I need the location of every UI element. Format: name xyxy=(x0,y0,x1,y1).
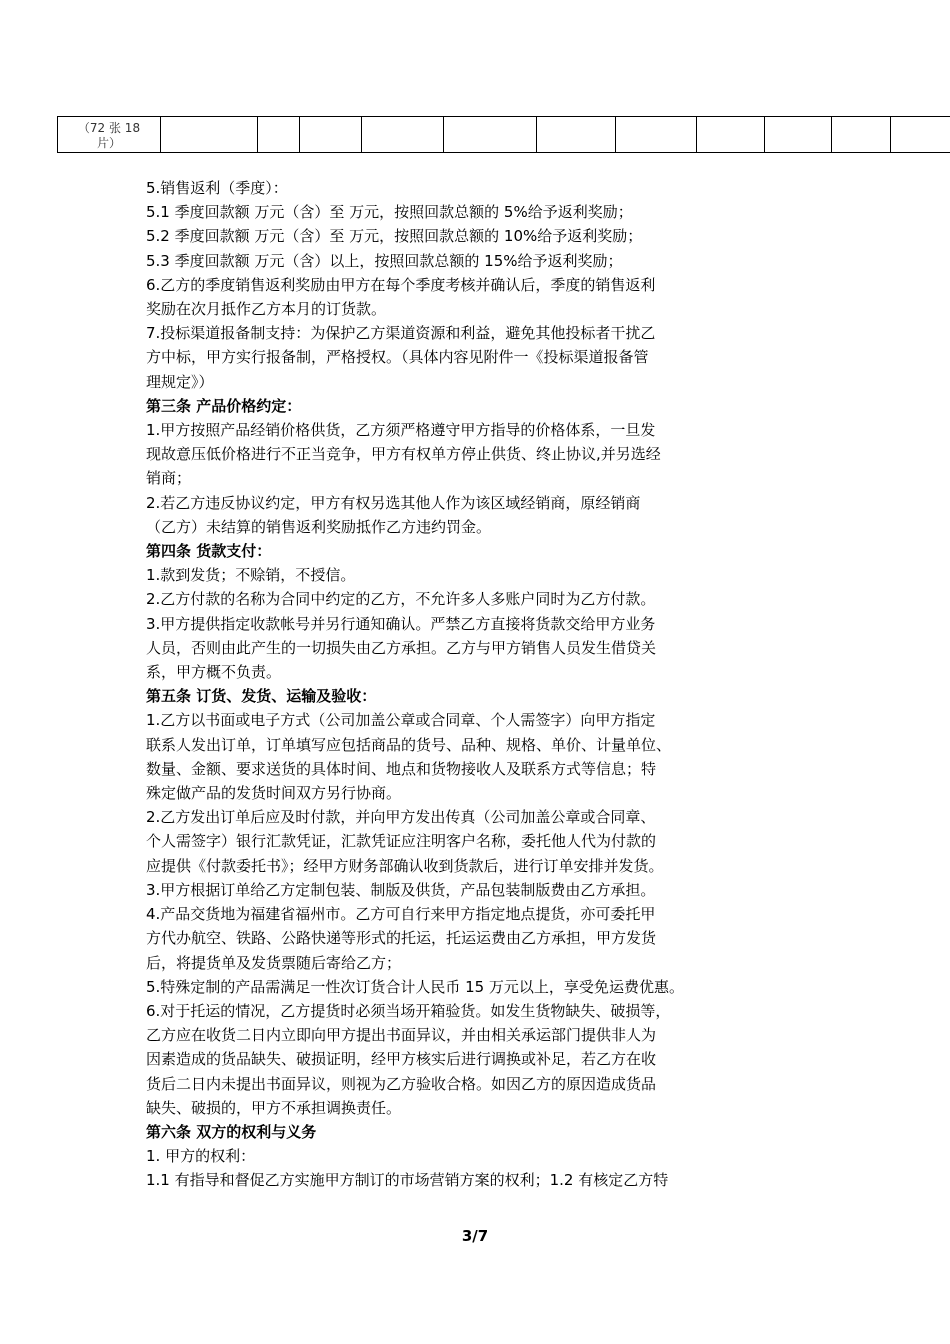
section-heading: 第五条 订货、发货、运输及验收： xyxy=(146,687,377,706)
text-line: 人员，否则由此产生的一切损失由乙方承担。乙方与甲方销售人员发生借贷关 xyxy=(146,638,657,657)
text-line: 1.1 有指导和督促乙方实施甲方制订的市场营销方案的权利；1.2 有核定乙方特 xyxy=(146,1171,669,1190)
text-line: 5.3 季度回款额 万元（含）以上，按照回款总额的 15%给予返利奖励； xyxy=(146,251,623,270)
text-line: 奖励在次月抵作乙方本月的订货款。 xyxy=(146,300,387,319)
cell-line: （72 张 18 xyxy=(77,120,141,135)
product-table-fragment xyxy=(57,116,950,153)
text-line: 7.投标渠道报备制支持：为保护乙方渠道资源和利益，避免其他投标者干扰乙 xyxy=(146,324,656,343)
text-line: 5.销售返利（季度）： xyxy=(146,179,288,197)
text-line: 个人需签字）银行汇款凭证，汇款凭证应注明客户名称，委托他人代为付款的 xyxy=(146,832,657,851)
text-line: 现故意压低价格进行不正当竞争，甲方有权单方停止供货、终止协议,并另选经 xyxy=(146,445,661,464)
table-cell xyxy=(362,117,444,153)
text-line: 5.2 季度回款额 万元（含）至 万元，按照回款总额的 10%给予返利奖励； xyxy=(146,227,643,246)
table-cell xyxy=(58,117,161,153)
text-line: 方中标，甲方实行报备制，严格授权。（具体内容见附件一《投标渠道报备管 xyxy=(146,348,649,367)
table-cell xyxy=(832,117,891,153)
table-cell xyxy=(537,117,616,153)
contract-body xyxy=(146,176,826,1193)
section-heading: 第三条 产品价格约定： xyxy=(146,396,302,415)
text-line: 1.甲方按照产品经销价格供货，乙方须严格遵守甲方指导的价格体系，一旦发 xyxy=(146,421,656,440)
text-line: 2.乙方付款的名称为合同中约定的乙方，不允许多人多账户同时为乙方付款。 xyxy=(146,590,656,609)
text-line: 殊定做产品的发货时间双方另行协商。 xyxy=(146,784,402,803)
table-cell xyxy=(444,117,537,153)
text-line: 3.甲方根据订单给乙方定制包装、制版及供货，产品包装制版费由乙方承担。 xyxy=(146,880,656,899)
table-cell xyxy=(616,117,697,153)
page-current: 3 xyxy=(461,1227,473,1245)
text-line: 货后二日内未提出书面异议，则视为乙方验收合格。如因乙方的原因造成货品 xyxy=(146,1074,657,1093)
table-cell xyxy=(258,117,300,153)
page-separator: / xyxy=(472,1227,478,1245)
table-row xyxy=(58,117,950,153)
text-line: 联系人发出订单，订单填写应包括商品的货号、品种、规格、单价、计量单位、 xyxy=(146,735,672,754)
text-line: 缺失、破损的，甲方不承担调换责任。 xyxy=(146,1098,402,1117)
text-line: 1.款到发货；不赊销，不授信。 xyxy=(146,566,356,585)
text-line: 5.特殊定制的产品需满足一性次订货合计人民币 15 万元以上，享受免运费优惠。 xyxy=(146,977,684,996)
table-cell-text xyxy=(58,119,160,151)
text-line: （乙方）未结算的销售返利奖励抵作乙方违约罚金。 xyxy=(146,517,492,536)
page-number xyxy=(0,1227,950,1245)
text-line: 4.产品交货地为福建省福州市。乙方可自行来甲方指定地点提货，亦可委托甲 xyxy=(146,905,656,924)
text-line: 5.1 季度回款额 万元（含）至 万元，按照回款总额的 5%给予返利奖励； xyxy=(146,203,633,222)
text-line: 因素造成的货品缺失、破损证明，经甲方核实后进行调换或补足，若乙方在收 xyxy=(146,1050,657,1069)
section-heading: 第六条 双方的权利与义务 xyxy=(146,1122,317,1141)
text-line: 方代办航空、铁路、公路快递等形式的托运，托运运费由乙方承担，甲方发货 xyxy=(146,929,657,948)
text-line: 2.若乙方违反协议约定，甲方有权另选其他人作为该区域经销商，原经销商 xyxy=(146,493,641,512)
table-cell xyxy=(697,117,765,153)
table-cell xyxy=(765,117,832,153)
text-line: 2.乙方发出订单后应及时付款，并向甲方发出传真（公司加盖公章或合同章、 xyxy=(146,808,656,827)
text-line: 6.乙方的季度销售返利奖励由甲方在每个季度考核并确认后，季度的销售返利 xyxy=(146,275,656,294)
page-total: 7 xyxy=(477,1227,489,1245)
section-heading: 第四条 货款支付： xyxy=(146,542,272,561)
text-line: 6.对于托运的情况，乙方提货时必须当场开箱验货。如发生货物缺失、破损等， xyxy=(146,1001,671,1020)
text-line: 3.甲方提供指定收款帐号并另行通知确认。严禁乙方直接将货款交给甲方业务 xyxy=(146,614,656,633)
text-line: 1.乙方以书面或电子方式（公司加盖公章或合同章、个人需签字）向甲方指定 xyxy=(146,711,656,730)
text-line: 1. 甲方的权利： xyxy=(146,1147,256,1166)
table-cell xyxy=(300,117,362,153)
text-line: 数量、金额、要求送货的具体时间、地点和货物接收人及联系方式等信息；特 xyxy=(146,759,657,778)
text-line: 后，将提货单及发货票随后寄给乙方； xyxy=(146,953,402,972)
table-cell xyxy=(891,117,950,153)
cell-line: 片） xyxy=(96,135,121,150)
text-line: 销商； xyxy=(146,469,192,488)
text-line: 理规定》） xyxy=(146,372,214,391)
text-line: 乙方应在收货二日内立即向甲方提出书面异议，并由相关承运部门提供非人为 xyxy=(146,1026,657,1045)
table-cell xyxy=(161,117,258,153)
text-line: 应提供《付款委托书》；经甲方财务部确认收到货款后，进行订单安排并发货。 xyxy=(146,856,664,875)
text-line: 系，甲方概不负责。 xyxy=(146,663,282,682)
